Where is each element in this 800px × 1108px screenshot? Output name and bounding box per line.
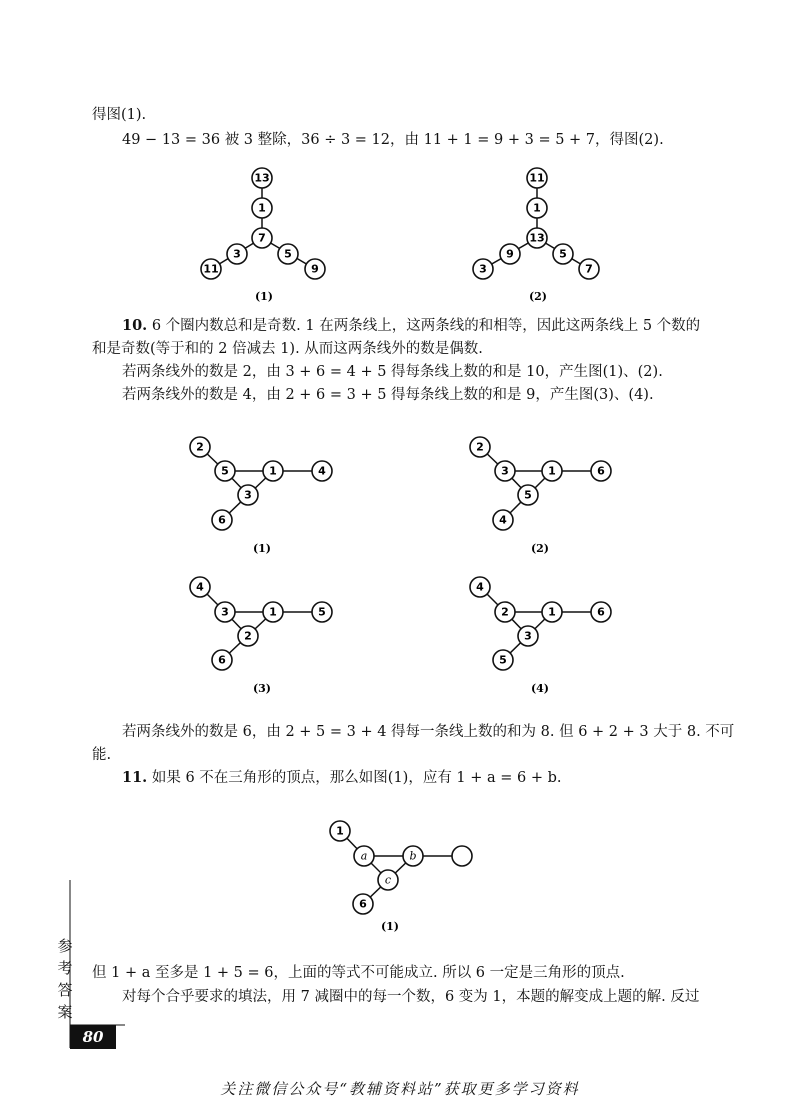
text-line: 得图(1). bbox=[92, 107, 147, 123]
node-label: 2 bbox=[501, 605, 509, 619]
node-label: 11 bbox=[529, 171, 545, 185]
node-label: 13 bbox=[254, 171, 270, 185]
node-label: 11 bbox=[203, 262, 219, 276]
node-label: 7 bbox=[258, 231, 266, 245]
node-label: 1 bbox=[269, 464, 277, 478]
node-label: 1 bbox=[269, 605, 277, 619]
node-label: 3 bbox=[221, 605, 229, 619]
node-label: 1 bbox=[548, 464, 556, 478]
figure-y2 bbox=[473, 168, 599, 303]
node-label: 6 bbox=[359, 897, 367, 911]
figure-caption: (3) bbox=[252, 682, 272, 695]
node-label: 6 bbox=[218, 653, 226, 667]
figure-caption: (4) bbox=[530, 682, 550, 695]
node-label: 2 bbox=[244, 629, 252, 643]
node-label: 5 bbox=[221, 464, 229, 478]
node-label: b bbox=[409, 849, 417, 863]
text-span: 如果 6 不在三角形的顶点，那么如图(1)，应有 1 + a = 6 + b. bbox=[147, 770, 562, 786]
node-label: 4 bbox=[499, 513, 507, 527]
node-label: 3 bbox=[244, 488, 252, 502]
node-label: c bbox=[384, 873, 392, 887]
question-number: 11. bbox=[122, 769, 148, 786]
node-label: 3 bbox=[501, 464, 509, 478]
node-label: 2 bbox=[476, 440, 484, 454]
sidebar-char: 参 bbox=[57, 937, 73, 955]
text-line: 但 1 + a 至多是 1 + 5 = 6，上面的等式不可能成立. 所以 6 一定是三角形的顶点. bbox=[92, 965, 625, 981]
figure-caption: (2) bbox=[528, 290, 548, 303]
footer-note: 关注微信公众号“教辅资料站”获取更多学习资料 bbox=[220, 1080, 580, 1098]
text-line: 能. bbox=[92, 747, 112, 763]
node-label: 3 bbox=[233, 247, 241, 261]
node-label: 6 bbox=[597, 605, 605, 619]
figure-caption: (1) bbox=[252, 542, 272, 555]
node-label: 4 bbox=[196, 580, 204, 594]
figure-caption: (1) bbox=[380, 920, 400, 933]
node-label: 3 bbox=[524, 629, 532, 643]
node-label: 5 bbox=[499, 653, 507, 667]
figure-t3 bbox=[190, 577, 332, 695]
node-label: 6 bbox=[218, 513, 226, 527]
node-label: 4 bbox=[318, 464, 326, 478]
node-label: 1 bbox=[258, 201, 266, 215]
figure-q11 bbox=[330, 821, 472, 933]
text-line: 若两条线外的数是 2，由 3 + 6 = 4 + 5 得每条线上数的和是 10，产生图(1)、(2). bbox=[122, 364, 663, 380]
text-span: 6 个圈内数总和是奇数. 1 在两条线上，这两条线的和相等，因此这两条线上 5 个数的 bbox=[147, 318, 701, 334]
node-label: 1 bbox=[548, 605, 556, 619]
node-label: 2 bbox=[196, 440, 204, 454]
node-label: 5 bbox=[284, 247, 292, 261]
node-label: 13 bbox=[529, 231, 545, 245]
node-label: 6 bbox=[597, 464, 605, 478]
node-label: 1 bbox=[336, 824, 344, 838]
sidebar-label bbox=[56, 935, 74, 1023]
sidebar-char: 答 bbox=[57, 981, 73, 999]
node-label: a bbox=[360, 849, 368, 863]
node-label: 1 bbox=[533, 201, 541, 215]
node-label: 5 bbox=[524, 488, 532, 502]
text-line: 若两条线外的数是 6，由 2 + 5 = 3 + 4 得每一条线上数的和为 8. 但 6 + 2 + 3 大于 8. 不可 bbox=[122, 724, 735, 740]
node-label: 7 bbox=[585, 262, 593, 276]
figure-t2 bbox=[470, 437, 611, 555]
node-label: 4 bbox=[476, 580, 484, 594]
sidebar-char: 案 bbox=[57, 1003, 73, 1021]
node-label: 5 bbox=[318, 605, 326, 619]
node-label: 9 bbox=[311, 262, 319, 276]
figure-caption: (1) bbox=[254, 290, 274, 303]
figure-y1 bbox=[201, 168, 325, 303]
text-line: 若两条线外的数是 4，由 2 + 6 = 3 + 5 得每条线上数的和是 9，产生图(3)、(4). bbox=[122, 387, 654, 403]
figure-t1 bbox=[190, 437, 332, 555]
text-line: 和是奇数(等于和的 2 倍减去 1). 从而这两条线外的数是偶数. bbox=[92, 341, 483, 357]
figure-t4 bbox=[470, 577, 611, 695]
node-label: 3 bbox=[479, 262, 487, 276]
node-label: 9 bbox=[506, 247, 514, 261]
text-line: 49 − 13 = 36 被 3 整除，36 ÷ 3 = 12，由 11 + 1 = 9 + 3 = 5 + 7，得图(2). bbox=[122, 132, 664, 148]
question-number: 10. bbox=[122, 317, 148, 334]
figure-caption: (2) bbox=[530, 542, 550, 555]
node-label: 5 bbox=[559, 247, 567, 261]
text-line: 对每个合乎要求的填法，用 7 减圈中的每一个数，6 变为 1，本题的解变成上题的解. 反过 bbox=[122, 989, 700, 1005]
page-number: 80 bbox=[70, 1025, 116, 1049]
sidebar-char: 考 bbox=[57, 959, 73, 977]
